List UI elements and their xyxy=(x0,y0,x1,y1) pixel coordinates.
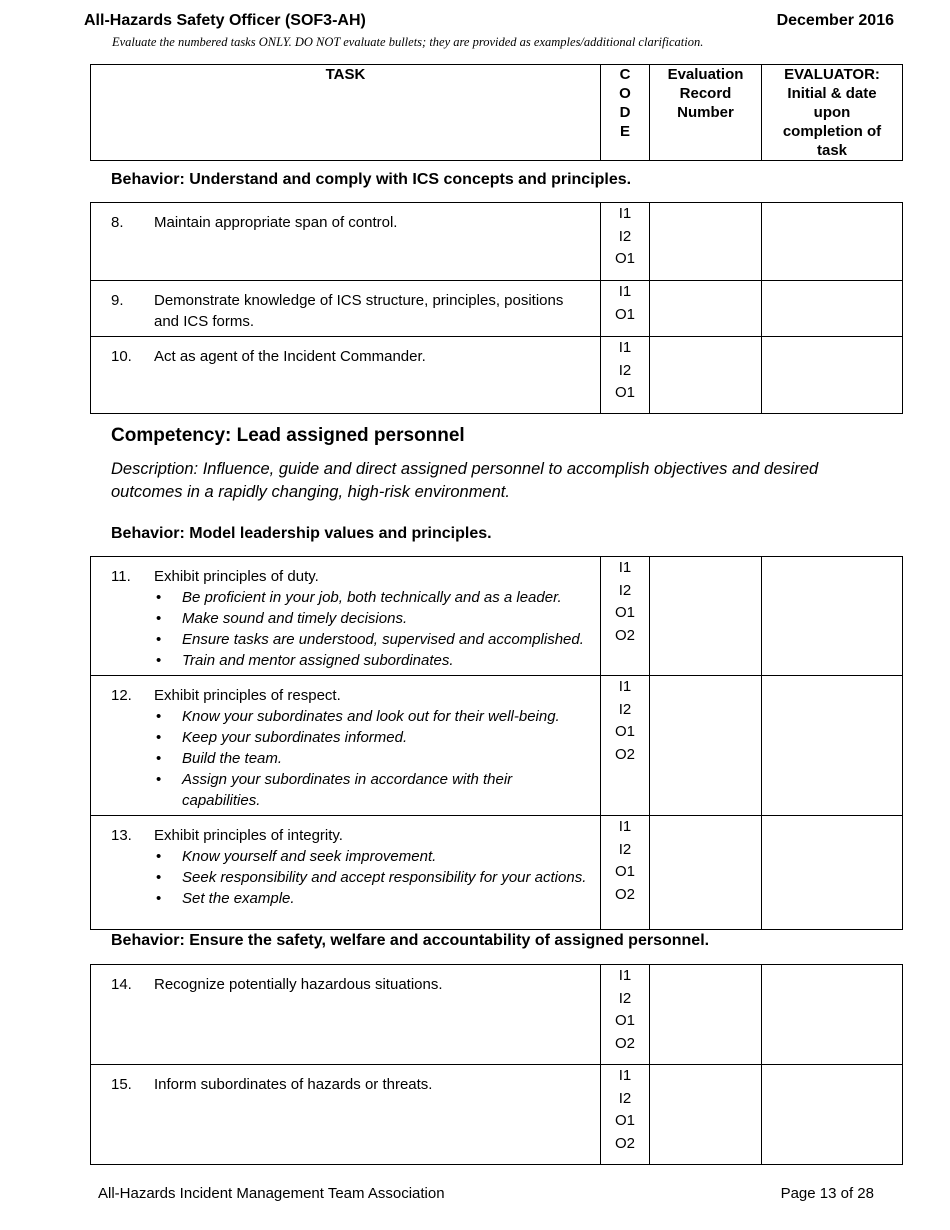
document-title: All-Hazards Safety Officer (SOF3-AH) xyxy=(84,12,366,29)
bullet-item: • Seek responsibility and accept responsibility for your actions. xyxy=(154,867,592,888)
task-number: 8. xyxy=(111,214,124,231)
task-row xyxy=(91,203,903,281)
evaluation-record-cell[interactable] xyxy=(650,557,762,676)
task-row xyxy=(91,1065,903,1165)
bullet-item: • Know yourself and seek improvement. xyxy=(154,846,592,867)
bullet-item: • Assign your subordinates in accordance with their capabilities. xyxy=(154,769,592,811)
behavior-heading: Behavior: Model leadership values and principles. xyxy=(111,525,492,542)
evaluator-initial-cell[interactable] xyxy=(762,1065,903,1165)
evaluator-column-header: EVALUATOR: Initial & date upon completion of task xyxy=(762,65,903,161)
task-codes: I1 I2 O1 xyxy=(601,203,650,281)
task-text: Exhibit principles of respect. xyxy=(154,687,341,704)
task-number: 13. xyxy=(111,827,132,844)
task-codes: I1 I2 O1 O2 xyxy=(601,557,650,676)
evaluator-initial-cell[interactable] xyxy=(762,965,903,1065)
evaluation-record-cell[interactable] xyxy=(650,281,762,337)
bullet-item: • Build the team. xyxy=(154,748,592,769)
page-number: Page 13 of 28 xyxy=(780,1185,874,1202)
evaluation-record-cell[interactable] xyxy=(650,676,762,816)
evaluator-initial-cell[interactable] xyxy=(762,816,903,930)
task-table xyxy=(90,202,903,414)
task-text: Recognize potentially hazardous situations. xyxy=(154,976,443,993)
task-codes: I1 I2 O1 O2 xyxy=(601,676,650,816)
task-table xyxy=(90,556,903,930)
task-bullets xyxy=(154,587,592,671)
bullet-item: • Be proficient in your job, both technically and as a leader. xyxy=(154,587,592,608)
task-number: 15. xyxy=(111,1076,132,1093)
task-row xyxy=(91,676,903,816)
evaluator-initial-cell[interactable] xyxy=(762,203,903,281)
column-header-table xyxy=(90,64,903,161)
evaluation-instruction: Evaluate the numbered tasks ONLY. DO NOT evaluate bullets; they are provided as examples/additional clarification. xyxy=(112,35,704,49)
evaluator-initial-cell[interactable] xyxy=(762,676,903,816)
bullet-item: • Keep your subordinates informed. xyxy=(154,727,592,748)
evaluation-record-cell[interactable] xyxy=(650,337,762,414)
evaluator-initial-cell[interactable] xyxy=(762,337,903,414)
behavior-heading: Behavior: Understand and comply with ICS concepts and principles. xyxy=(111,171,632,188)
task-codes: I1 I2 O1 O2 xyxy=(601,816,650,930)
task-number: 10. xyxy=(111,348,132,365)
task-table xyxy=(90,964,903,1165)
task-codes: I1 I2 O1 O2 xyxy=(601,965,650,1065)
bullet-item: • Ensure tasks are understood, supervised and accomplished. xyxy=(154,629,592,650)
task-text: Exhibit principles of integrity. xyxy=(154,827,343,844)
evaluation-record-cell[interactable] xyxy=(650,965,762,1065)
competency-description: Description: Influence, guide and direct assigned personnel to accomplish objectives and desired outcomes in a rapidly changing, high-risk environment. xyxy=(111,460,819,501)
task-number: 14. xyxy=(111,976,132,993)
evaluation-record-cell[interactable] xyxy=(650,203,762,281)
code-column-header: C O D E xyxy=(601,65,650,161)
task-number: 9. xyxy=(111,292,124,309)
competency-heading: Competency: Lead assigned personnel xyxy=(111,425,465,446)
task-text: Demonstrate knowledge of ICS structure, principles, positions and ICS forms. xyxy=(154,292,564,330)
task-row xyxy=(91,557,903,676)
task-row xyxy=(91,965,903,1065)
task-bullets xyxy=(154,846,592,909)
evaluator-initial-cell[interactable] xyxy=(762,557,903,676)
task-text: Act as agent of the Incident Commander. xyxy=(154,348,426,365)
bullet-item: • Know your subordinates and look out for their well-being. xyxy=(154,706,592,727)
task-number: 11. xyxy=(111,568,131,585)
behavior-heading: Behavior: Ensure the safety, welfare and accountability of assigned personnel. xyxy=(111,932,710,949)
document-date: December 2016 xyxy=(776,12,894,29)
task-codes: I1 I2 O1 O2 xyxy=(601,1065,650,1165)
bullet-item: • Set the example. xyxy=(154,888,592,909)
task-codes: I1 O1 xyxy=(601,281,650,337)
evaluation-record-cell[interactable] xyxy=(650,1065,762,1165)
task-number: 12. xyxy=(111,687,132,704)
task-bullets xyxy=(154,706,592,811)
task-text: Inform subordinates of hazards or threats. xyxy=(154,1076,433,1093)
bullet-item: • Train and mentor assigned subordinates. xyxy=(154,650,592,671)
task-text: Maintain appropriate span of control. xyxy=(154,214,398,231)
task-text: Exhibit principles of duty. xyxy=(154,568,319,585)
evaluator-initial-cell[interactable] xyxy=(762,281,903,337)
footer-organization: All-Hazards Incident Management Team Association xyxy=(98,1185,445,1202)
task-codes: I1 I2 O1 xyxy=(601,337,650,414)
bullet-item: • Make sound and timely decisions. xyxy=(154,608,592,629)
task-column-header: TASK xyxy=(91,65,601,161)
task-row xyxy=(91,337,903,414)
task-row xyxy=(91,816,903,930)
evaluation-record-column-header: Evaluation Record Number xyxy=(650,65,762,161)
task-row xyxy=(91,281,903,337)
evaluation-record-cell[interactable] xyxy=(650,816,762,930)
